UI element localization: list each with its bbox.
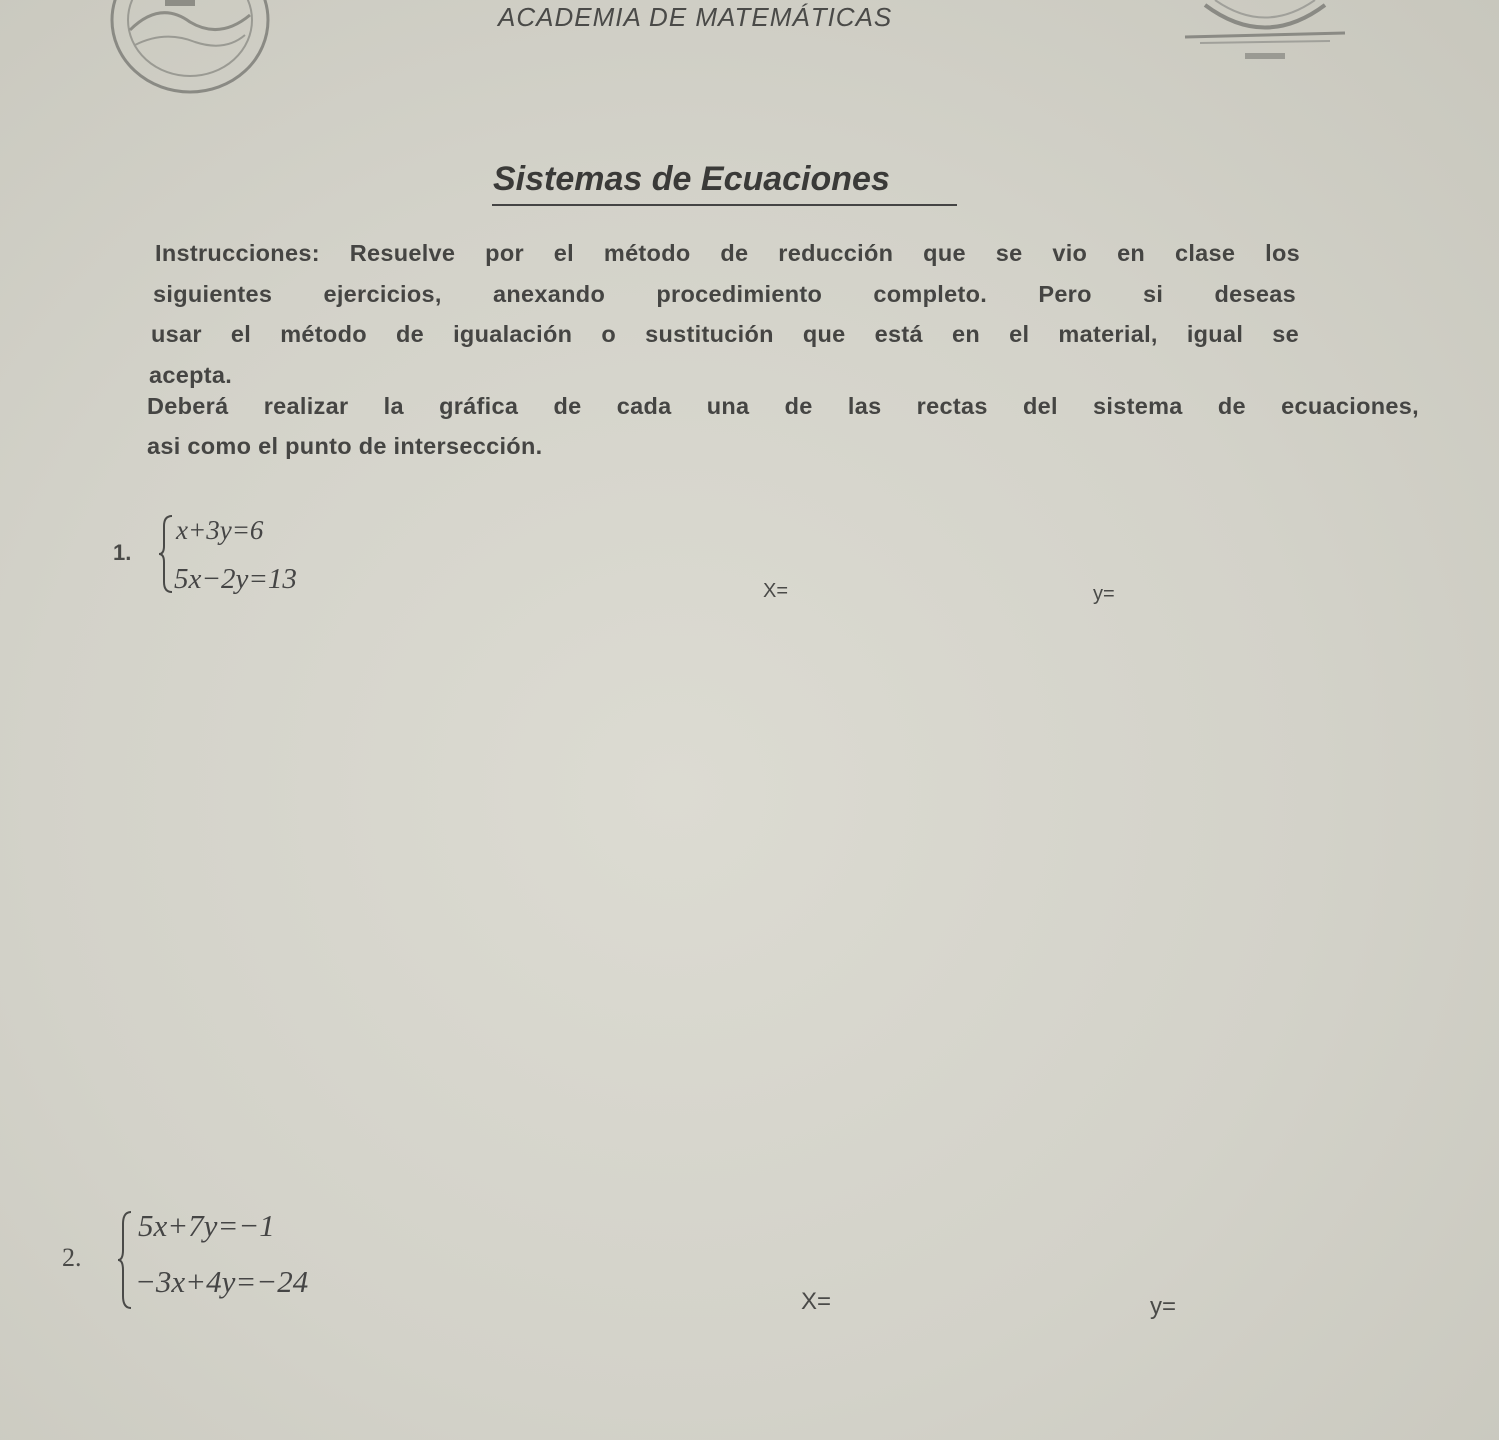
problem-1-number: 1. <box>113 540 132 565</box>
instructions-line-3: usar el método de igualación o sustitución que está en el material, igual se <box>151 321 1299 347</box>
instructions-line-2: siguientes ejercicios, anexando procedimiento completo. Pero si deseas <box>153 281 1296 307</box>
instructions-line-4: acepta. <box>149 362 233 388</box>
title-underline <box>492 204 957 206</box>
problem-1-y-answer-label: y= <box>1093 583 1115 605</box>
problem-2-equation-2: −3x+4y=−24 <box>135 1264 309 1299</box>
problem-2-x-answer-label: X= <box>801 1288 832 1315</box>
page-title: Sistemas de Ecuaciones <box>493 160 890 198</box>
institution-emblem-logo <box>1180 0 1350 70</box>
instructions-line-1: Instrucciones: Resuelve por el método de reducción que se vio en clase los <box>155 240 1300 266</box>
problem-2-y-answer-label: y= <box>1150 1293 1177 1320</box>
problem-1-x-answer-label: X= <box>763 580 789 602</box>
problem-2-number: 2. <box>62 1243 82 1272</box>
instructions-line-5: Deberá realizar la gráfica de cada una de las rectas del sistema de ecuaciones, <box>147 393 1419 419</box>
school-seal-logo <box>105 0 275 100</box>
problem-1-equation-2: 5x−2y=13 <box>174 563 297 595</box>
problem-1-equation-1: x+3y=6 <box>176 515 264 545</box>
problem-2-brace <box>117 1210 133 1310</box>
academy-header: ACADEMIA DE MATEMÁTICAS <box>498 2 893 32</box>
instructions-line-6: asi como el punto de intersección. <box>147 433 543 459</box>
problem-2-equation-1: 5x+7y=−1 <box>138 1208 275 1243</box>
problem-1-brace <box>158 514 174 594</box>
